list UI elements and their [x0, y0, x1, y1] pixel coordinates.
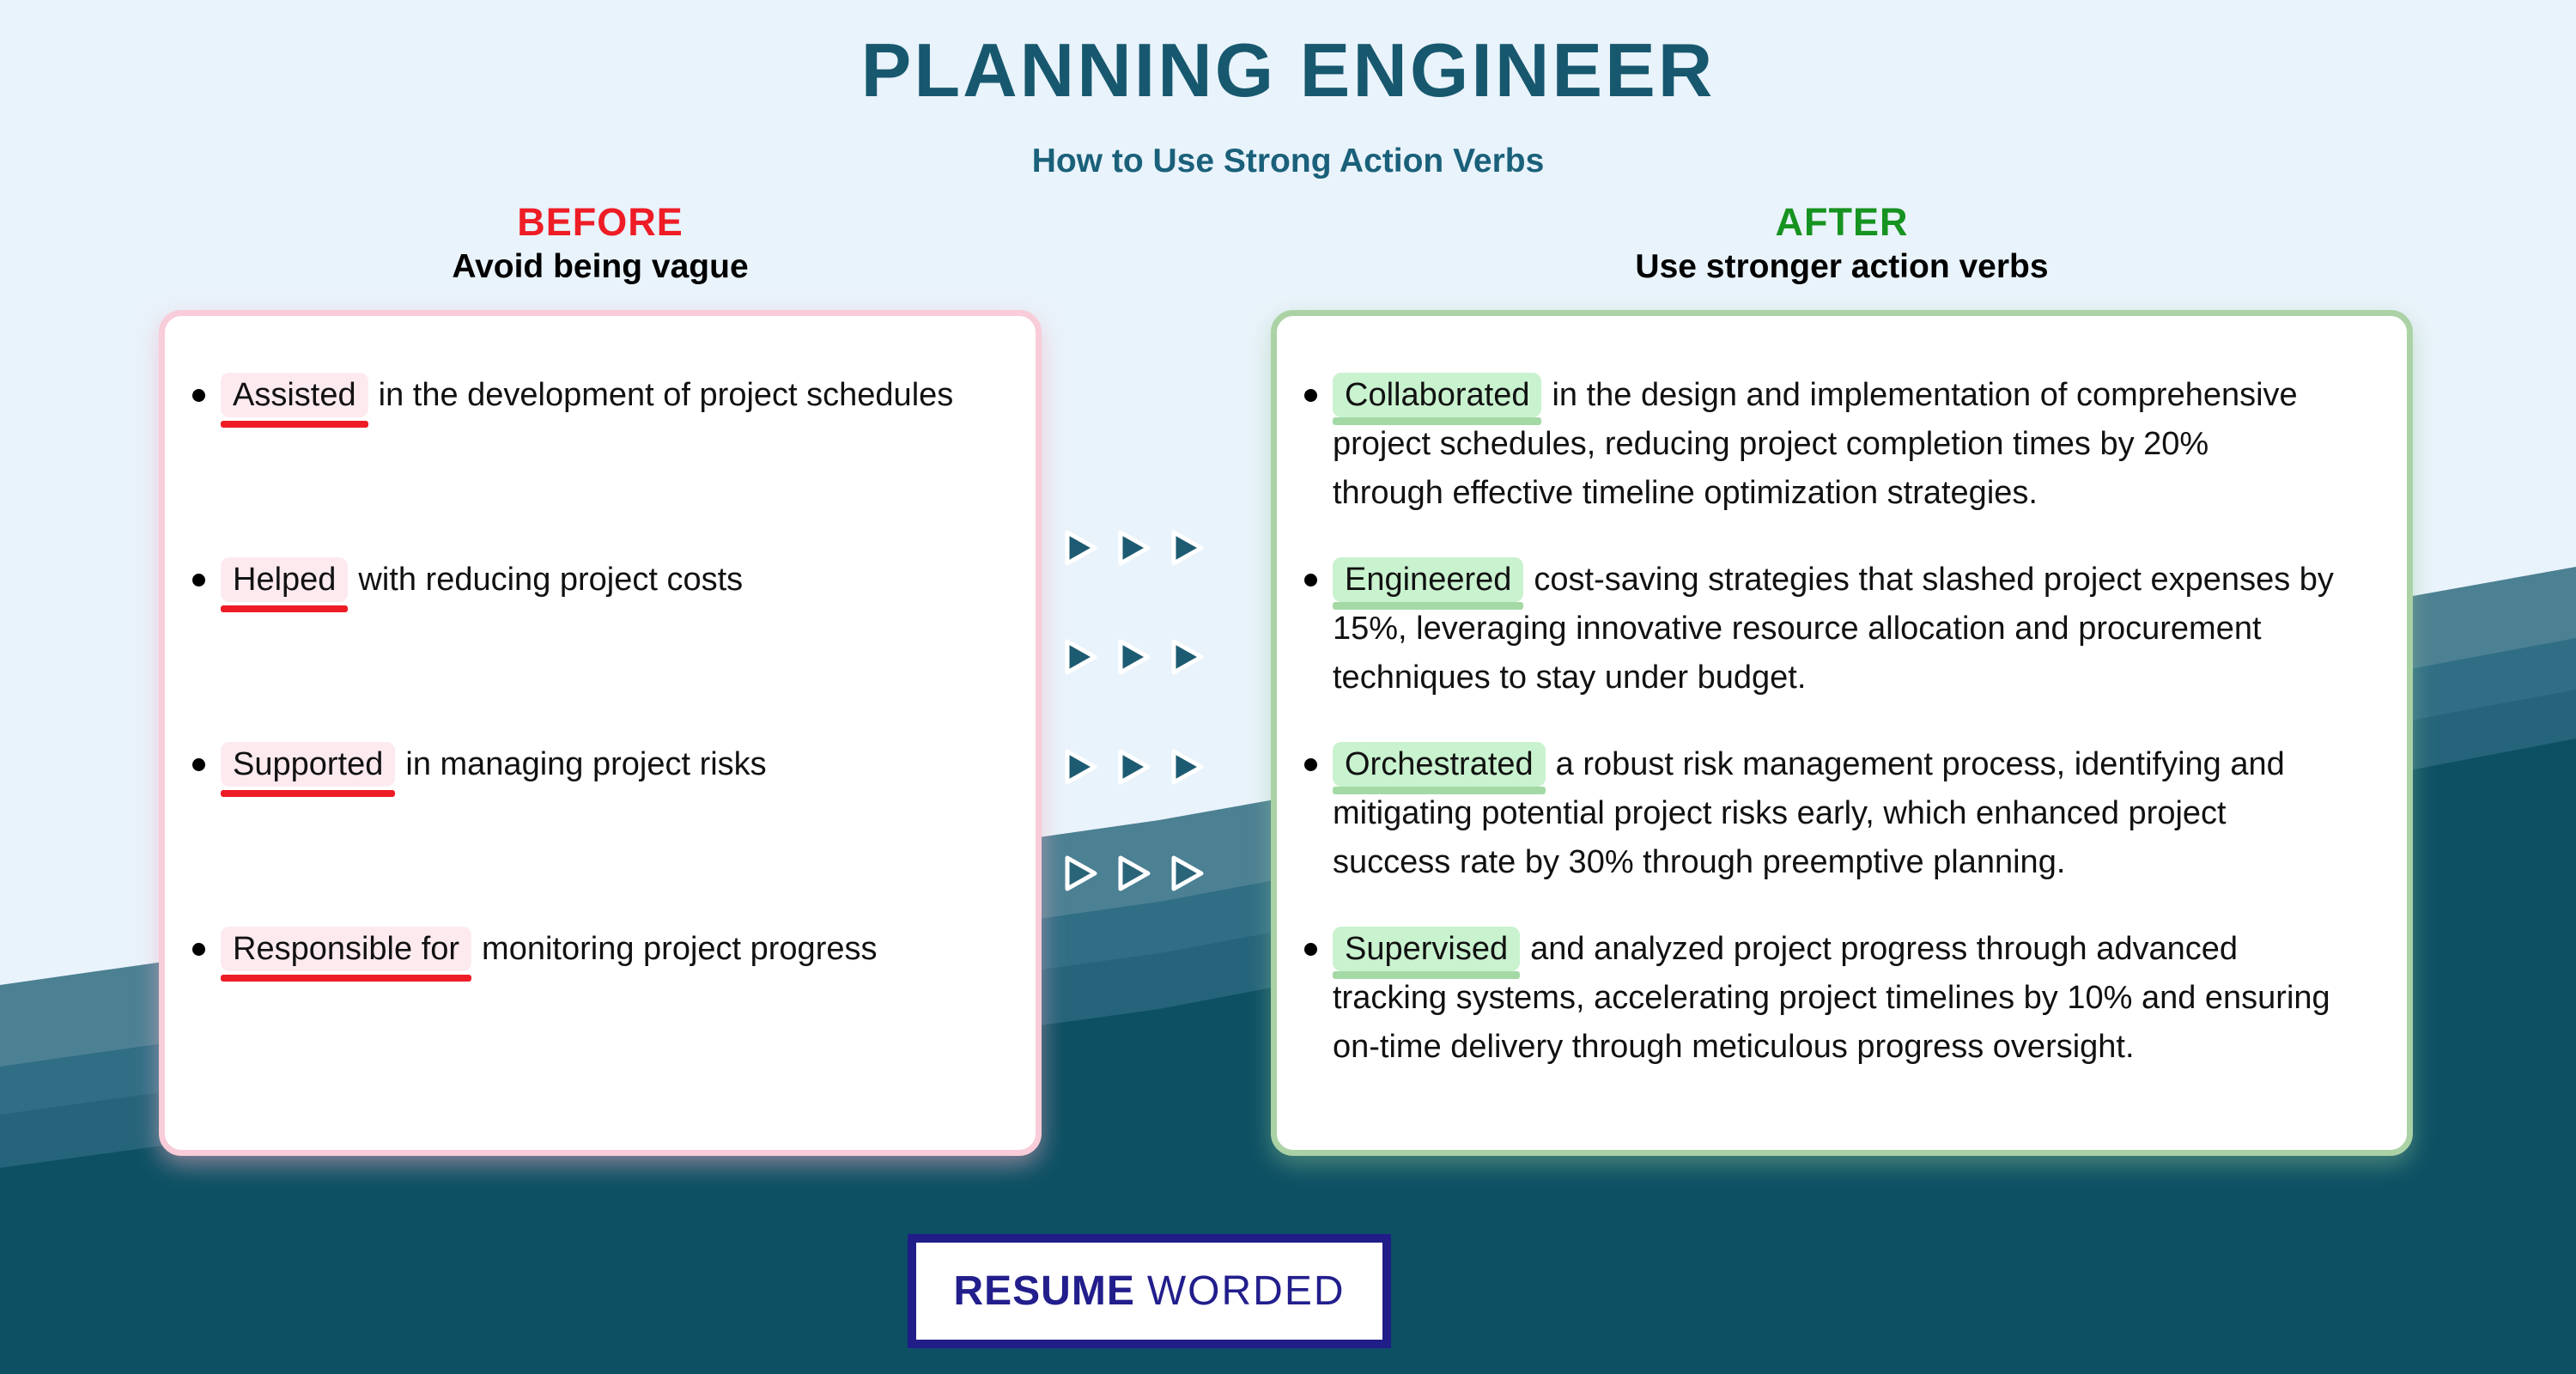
before-label: BEFORE	[517, 200, 683, 244]
weak-verb-highlight: Assisted	[221, 373, 368, 417]
bullet-rest: cost-saving strategies that slashed project expenses by	[1534, 562, 2334, 598]
bullet-rest: in the development of project schedules	[378, 377, 954, 413]
bullet-rest: with reducing project costs	[358, 562, 744, 598]
arrow-row	[1065, 529, 1204, 567]
arrow-right-icon	[1118, 854, 1151, 892]
bullet-dot	[1304, 389, 1317, 402]
arrow-row	[1065, 638, 1204, 676]
strong-verb-highlight: Engineered	[1333, 557, 1523, 602]
bullet-dot	[192, 758, 205, 771]
page-subtitle: How to Use Strong Action Verbs	[1031, 143, 1545, 179]
list-item	[1304, 556, 2388, 702]
list-item	[192, 925, 1017, 974]
bullet-line: success rate by 30% through preemptive planning.	[1333, 844, 2066, 880]
header	[0, 27, 2576, 180]
list-item	[192, 371, 1017, 420]
arrow-right-icon	[1065, 854, 1097, 892]
arrow-right-icon	[1171, 854, 1204, 892]
bullet-text	[221, 740, 767, 789]
bullet-text	[221, 925, 877, 974]
bullet-line: on-time delivery through meticulous progress oversight.	[1333, 1029, 2135, 1065]
arrow-right-icon	[1118, 529, 1151, 567]
arrow-right-icon	[1065, 529, 1097, 567]
bullet-rest: and analyzed project progress through advanced	[1530, 931, 2239, 967]
bullet-rest: a robust risk management process, identifying and	[1555, 746, 2285, 782]
bullet-rest: in the design and implementation of comprehensive	[1552, 377, 2298, 413]
after-header	[1271, 201, 2413, 287]
arrow-right-icon	[1171, 529, 1204, 567]
arrow-row	[1065, 748, 1204, 786]
arrow-row	[1065, 854, 1204, 892]
bullet-text	[1333, 740, 2285, 887]
bullet-dot	[192, 574, 205, 587]
bullet-text	[1333, 371, 2298, 518]
bullet-dot	[1304, 758, 1317, 771]
logo-text-bold: RESUME	[953, 1268, 1135, 1314]
bullet-line: project schedules, reducing project completion times by 20%	[1333, 426, 2209, 462]
before-tagline: Avoid being vague	[452, 247, 749, 285]
bullet-line: tracking systems, accelerating project timelines by 10% and ensuring	[1333, 980, 2330, 1016]
list-item	[192, 556, 1017, 605]
strong-verb-highlight: Orchestrated	[1333, 742, 1546, 787]
weak-verb-highlight: Supported	[221, 742, 395, 787]
after-tagline: Use stronger action verbs	[1635, 247, 2049, 285]
bullet-dot	[192, 943, 205, 956]
list-item	[1304, 371, 2388, 518]
strong-verb-highlight: Collaborated	[1333, 373, 1541, 417]
arrow-right-icon	[1065, 638, 1097, 676]
bullet-rest: in managing project risks	[405, 746, 767, 782]
after-card	[1271, 310, 2413, 1156]
list-item	[1304, 740, 2388, 887]
arrow-right-icon	[1171, 748, 1204, 786]
arrow-right-icon	[1118, 638, 1151, 676]
bullet-text	[1333, 925, 2330, 1072]
bullet-dot	[1304, 943, 1317, 956]
bullet-line: through effective timeline optimization strategies.	[1333, 475, 2038, 511]
list-item	[192, 740, 1017, 789]
before-header	[159, 201, 1042, 287]
after-label: AFTER	[1775, 200, 1909, 244]
weak-verb-highlight: Helped	[221, 557, 348, 602]
page-title: PLANNING ENGINEER	[860, 27, 1716, 112]
resume-worded-logo	[908, 1234, 1391, 1348]
list-item	[1304, 925, 2388, 1072]
bullet-dot	[1304, 574, 1317, 587]
bullet-line: techniques to stay under budget.	[1333, 660, 1807, 696]
strong-verb-highlight: Supervised	[1333, 927, 1520, 971]
logo-text-regular: WORDED	[1146, 1268, 1346, 1314]
bullet-text	[221, 556, 743, 605]
weak-verb-highlight: Responsible for	[221, 927, 471, 971]
bullet-line: mitigating potential project risks early, which enhanced project	[1333, 795, 2227, 831]
bullet-line: 15%, leveraging innovative resource allocation and procurement	[1333, 611, 2262, 647]
arrow-right-icon	[1065, 748, 1097, 786]
bullet-text	[1333, 556, 2334, 702]
bullet-dot	[192, 389, 205, 402]
bullet-rest: monitoring project progress	[482, 931, 878, 967]
arrow-right-icon	[1118, 748, 1151, 786]
before-card	[159, 310, 1042, 1156]
bullet-text	[221, 371, 953, 420]
arrow-right-icon	[1171, 638, 1204, 676]
